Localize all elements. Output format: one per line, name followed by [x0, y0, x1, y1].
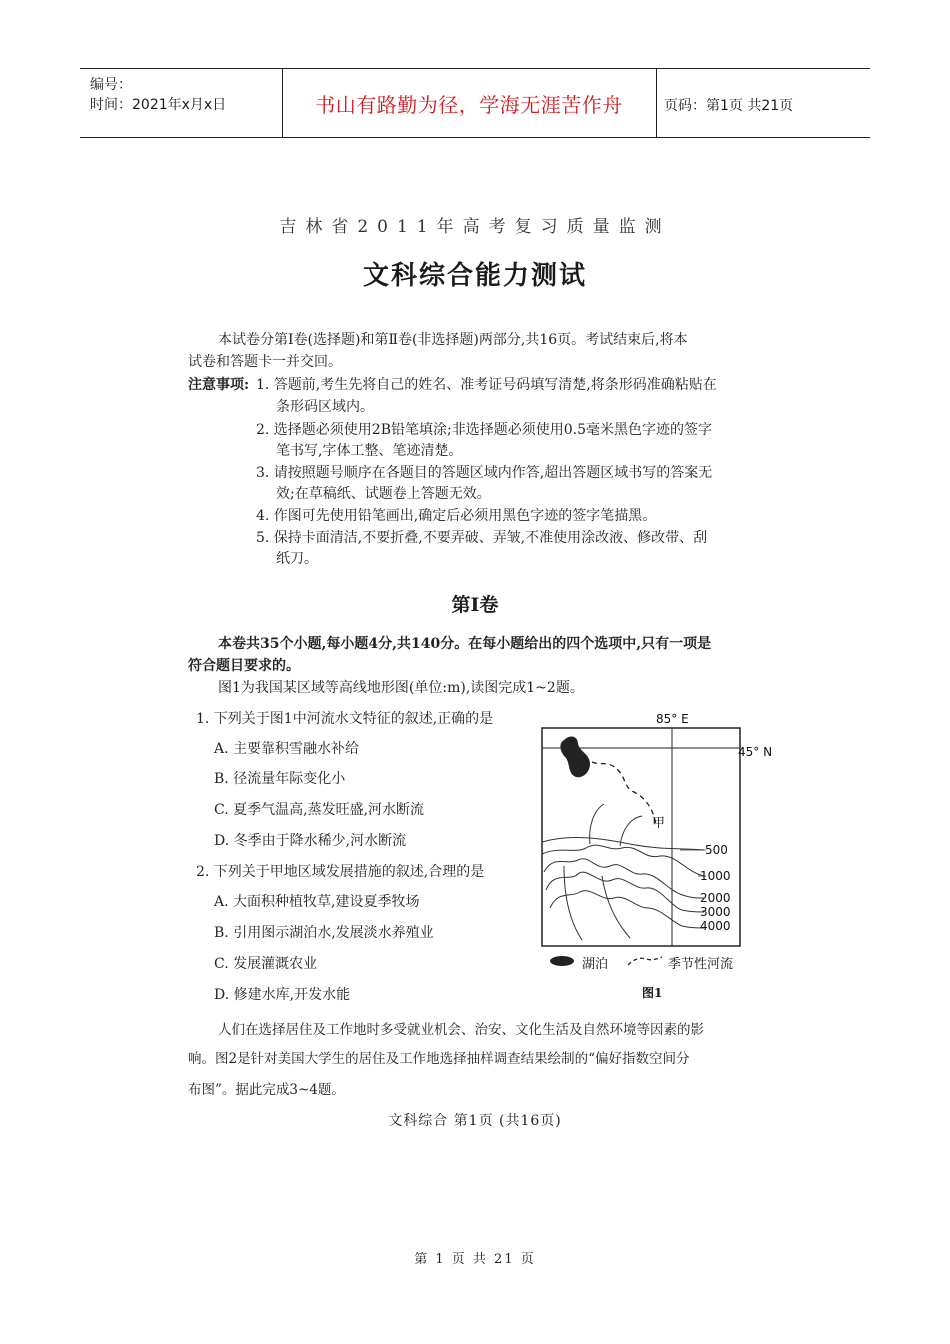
question-1-option-b: B. 径流量年际变化小 — [214, 771, 346, 787]
seasonal-river — [592, 762, 656, 826]
spur-line — [620, 816, 642, 846]
contour-label-4000: 4000 — [700, 919, 731, 933]
section-intro-line-1: 本卷共35个小题,每小题4分,共140分。在每小题给出的四个选项中,只有一项是 — [218, 636, 712, 652]
note-3-line-1: 3. 请按照题号顺序在各题目的答题区域内作答,超出答题区域书写的答案无 — [256, 465, 713, 481]
note-1-line-2: 条形码区域内。 — [276, 399, 374, 415]
number-label: 编号： — [90, 77, 132, 93]
note-5-line-2: 纸刀。 — [276, 551, 318, 567]
intro-line-1: 本试卷分第Ⅰ卷(选择题)和第Ⅱ卷(非选择题)两部分,共16页。考试结束后,将本 — [218, 332, 688, 348]
question-2-option-a: A. 大面积种植牧草,建设夏季牧场 — [214, 894, 420, 910]
legend-lake-label: 湖泊 — [582, 957, 609, 972]
question-2-stem: 2. 下列关于甲地区域发展措施的叙述,合理的是 — [196, 864, 485, 880]
legend-river-icon — [624, 953, 664, 969]
passage-line-3: 布图”。据此完成3~4题。 — [188, 1082, 345, 1098]
question-1-option-c: C. 夏季气温高,蒸发旺盛,河水断流 — [214, 802, 425, 818]
question-2-option-c: C. 发展灌溉农业 — [214, 956, 318, 972]
question-2-option-b: B. 引用图示湖泊水,发展淡水养殖业 — [214, 925, 434, 941]
contour-1000 — [542, 845, 704, 876]
section-intro-line-2: 符合题目要求的。 — [188, 658, 300, 674]
exam-title: 文科综合能力测试 — [362, 261, 587, 291]
header-table — [80, 68, 870, 138]
note-1-line-1: 1. 答题前,考生先将自己的姓名、准考证号码填写清楚,将条形码准确粘贴在 — [256, 377, 717, 393]
exam-footer: 文科综合 第1页 (共16页) — [388, 1113, 562, 1129]
lake-shape — [560, 737, 590, 778]
note-4-line-1: 4. 作图可先使用铅笔画出,确定后必须用黑色字迹的签字笔描黑。 — [256, 508, 657, 524]
contour-label-2000: 2000 — [700, 891, 731, 905]
time-label: 时间：2021年x月x日 — [90, 97, 227, 113]
passage-line-2: 响。图2是针对美国大学生的居住及工作地选择抽样调查结果绘制的“偏好指数空间分 — [188, 1051, 690, 1067]
spur-line — [602, 876, 630, 938]
notes-label: 注意事项: — [188, 377, 250, 393]
contour-label-3000: 3000 — [700, 905, 731, 919]
page-footer: 第 1 页 共 21 页 — [414, 1252, 536, 1267]
header-left — [90, 75, 226, 115]
question-2-option-d: D. 修建水库,开发水能 — [214, 987, 351, 1003]
note-2-line-1: 2. 选择题必须使用2B铅笔填涂;非选择题必须使用0.5毫米黑色字迹的签字 — [256, 422, 712, 438]
question-1-option-a: A. 主要靠积雪融水补给 — [214, 741, 360, 757]
intro-line-2: 试卷和答题卡一并交回。 — [188, 354, 342, 370]
contour-3000 — [546, 872, 704, 912]
motto: 书山有路勤为径，学海无涯苦作舟 — [315, 93, 623, 117]
note-3-line-2: 效;在草稿纸、试题卷上答题无效。 — [276, 486, 491, 502]
figure-intro: 图1为我国某区域等高线地形图(单位:m),读图完成1~2题。 — [218, 680, 584, 696]
section-title: 第Ⅰ卷 — [451, 594, 499, 616]
latitude-label: 45° N — [738, 745, 773, 759]
note-2-line-2: 笔书写,字体工整、笔迹清楚。 — [276, 443, 463, 459]
contour-map — [530, 726, 773, 952]
note-5-line-1: 5. 保持卡面清洁,不要折叠,不要弄破、弄皱,不准使用涂改液、修改带、刮 — [256, 530, 708, 546]
question-1-option-d: D. 冬季由于降水稀少,河水断流 — [214, 833, 407, 849]
exam-subtitle: 吉林省2011年高考复习质量监测 — [279, 217, 671, 237]
page-info: 页码：第1页 共21页 — [664, 98, 794, 114]
figure-caption: 图1 — [642, 986, 663, 1000]
longitude-label: 85° E — [656, 712, 689, 726]
header-divider — [656, 69, 657, 137]
legend-river-label: 季节性河流 — [668, 957, 734, 972]
contour-label-500: 500 — [705, 843, 728, 857]
place-jia-label: 甲 — [652, 816, 666, 831]
contour-2000 — [544, 859, 704, 898]
question-1-stem: 1. 下列关于图1中河流水文特征的叙述,正确的是 — [196, 711, 494, 727]
passage-line-1: 人们在选择居住及工作地时多受就业机会、治安、文化生活及自然环境等因素的影 — [218, 1022, 704, 1038]
contour-label-1000: 1000 — [700, 869, 731, 883]
